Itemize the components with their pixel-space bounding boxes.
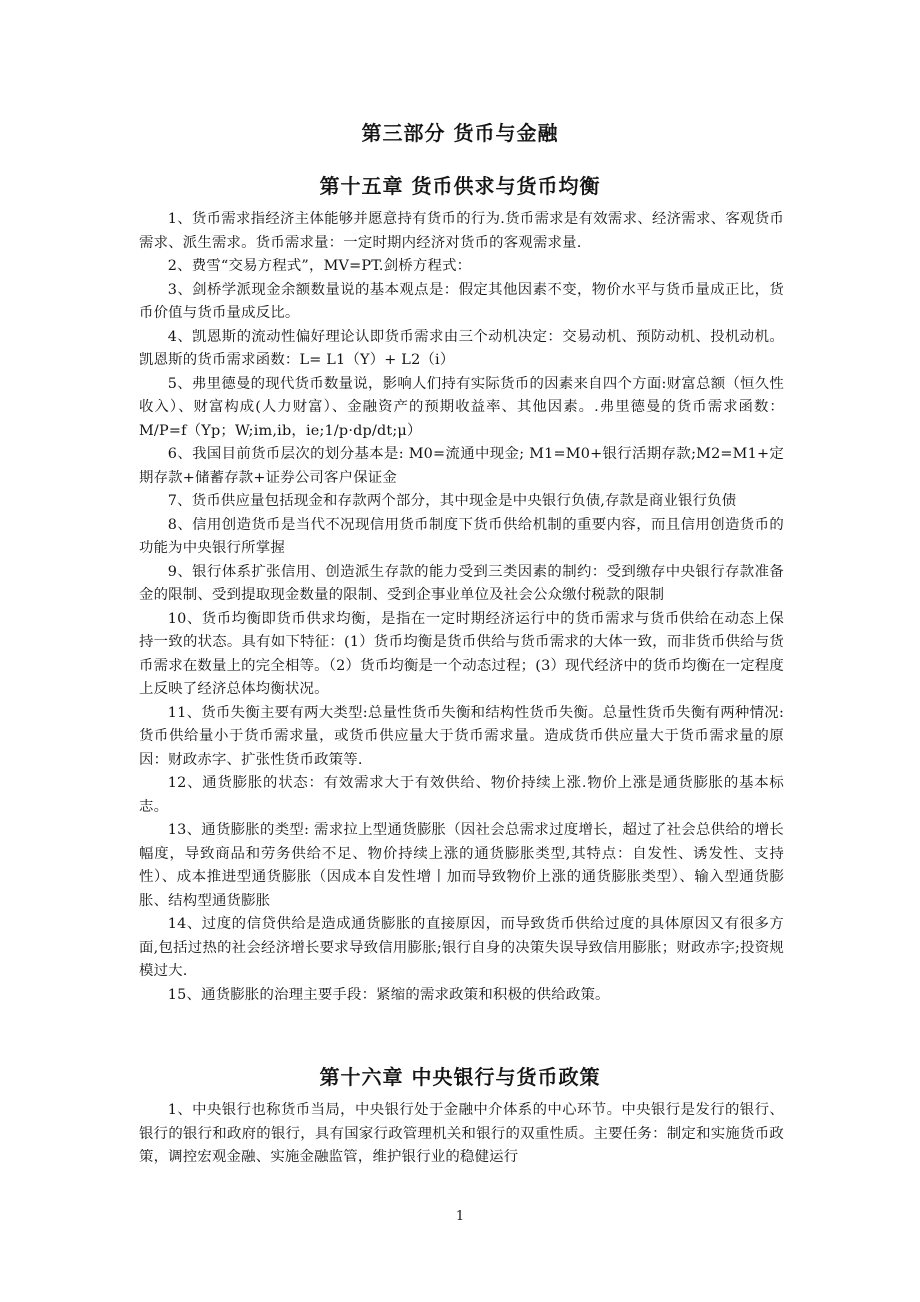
chapter-15-title: 第十五章 货币供求与货币均衡 (319, 174, 601, 198)
paragraph: 4、凯恩斯的流动性偏好理论认即货币需求由三个动机决定：交易动机、预防动机、投机动机。凯恩斯的货币需求函数：L= L1（Y）+ L2（i） (139, 328, 784, 368)
chapter-16-title: 第十六章 中央银行与货币政策 (319, 1065, 601, 1089)
paragraph: 14、过度的信贷供给是造成通货膨胀的直接原因，而导致货币供给过度的具体原因又有很多方面,包括过热的社会经济增长要求导致信用膨胀;银行自身的决策失误导致信用膨胀；财政赤字;投资规模过大. (139, 916, 784, 979)
paragraph: 1、货币需求指经济主体能够并愿意持有货币的行为.货币需求是有效需求、经济需求、客观货币需求、派生需求。货币需求量：一定时期内经济对货币的客观需求量. (139, 211, 784, 251)
paragraph: 3、剑桥学派现金余额数量说的基本观点是：假定其他因素不变，物价水平与货币量成正比，货币价值与货币量成反比。 (139, 281, 784, 321)
paragraph: 2、费雪“交易方程式”，MV=PT.剑桥方程式： (167, 258, 472, 274)
paragraph: 1、中央银行也称货币当局，中央银行处于金融中介体系的中心环节。中央银行是发行的银行、银行的银行和政府的银行，具有国家行政管理机关和银行的双重性质。主要任务：制定和实施货币政策，调控宏观金融、实施金融监管，维护银行业的稳健运行 (139, 1102, 784, 1165)
paragraph: 13、通货膨胀的类型: 需求拉上型通货膨胀（因社会总需求过度增长，超过了社会总供给的增长幅度，导致商品和劳务供给不足、物价持续上涨的通货膨胀类型,其特点：自发性、诱发性、支持性）、成本推进型通货膨胀（因成本自发性增丨加而导致物价上涨的通货膨胀类型）、输入型通货膨胀、结构型通货膨胀 (139, 822, 784, 909)
chapter-16-body (139, 1099, 784, 1170)
paragraph: 11、货币失衡主要有两大类型:总量性货币失衡和结构性货币失衡。总量性货币失衡有两种情况: 货币供给量小于货币需求量，或货币供应量大于货币需求量。造成货币供应量大于货币需求量的原因：财政赤字、扩张性货币政策等. (139, 704, 784, 768)
paragraph: 8、信用创造货币是当代不况现信用货币制度下货币供给机制的重要内容，而且信用创造货币的功能为中央银行所掌握 (139, 516, 784, 556)
paragraph: 15、通货膨胀的治理主要手段：紧缩的需求政策和积极的供给政策。 (167, 986, 610, 1003)
paragraph: 9、银行体系扩张信用、创造派生存款的能力受到三类因素的制约：受到缴存中央银行存款准备金的限制、受到提取现金数量的限制、受到企事业单位及社会公众缴付税款的限制 (139, 563, 784, 603)
paragraph: 5、弗里德曼的现代货币数量说，影响人们持有实际货币的因素来自四个方面:财富总额（恒久性收入）、财富构成(人力财富）、金融资产的预期收益率、其他因素。.弗里德曼的货币需求函数：M/P=f（Yp；W;im,ib，ie;1/p·dp/dt;μ） (139, 375, 784, 439)
paragraph: 10、货币均衡即货币供求均衡，是指在一定时期经济运行中的货币需求与货币供给在动态上保持一致的状态。具有如下特征：(1）货币均衡是货币供给与货币需求的大体一致，而非货币供给与货币需求在数量上的完全相等。（2）货币均衡是一个动态过程；(3）现代经济中的货币均衡在一定程度上反映了经济总体均衡状况。 (139, 610, 784, 697)
paragraph: 6、我国目前货币层次的划分基本是: M0=流通中现金; M1=M0+银行活期存款;M2=M1+定期存款+储蓄存款+证券公司客户保证金 (139, 446, 784, 486)
chapter-15-body (139, 208, 784, 1007)
page-number: 1 (455, 1209, 465, 1224)
paragraph: 12、通货膨胀的状态：有效需求大于有效供给、物价持续上涨.物价上涨是通货膨胀的基本标志。 (139, 775, 784, 815)
paragraph: 7、货币供应量包括现金和存款两个部分，其中现金是中央银行负债,存款是商业银行负债 (167, 493, 737, 509)
part-title: 第三部分 货币与金融 (361, 121, 559, 145)
